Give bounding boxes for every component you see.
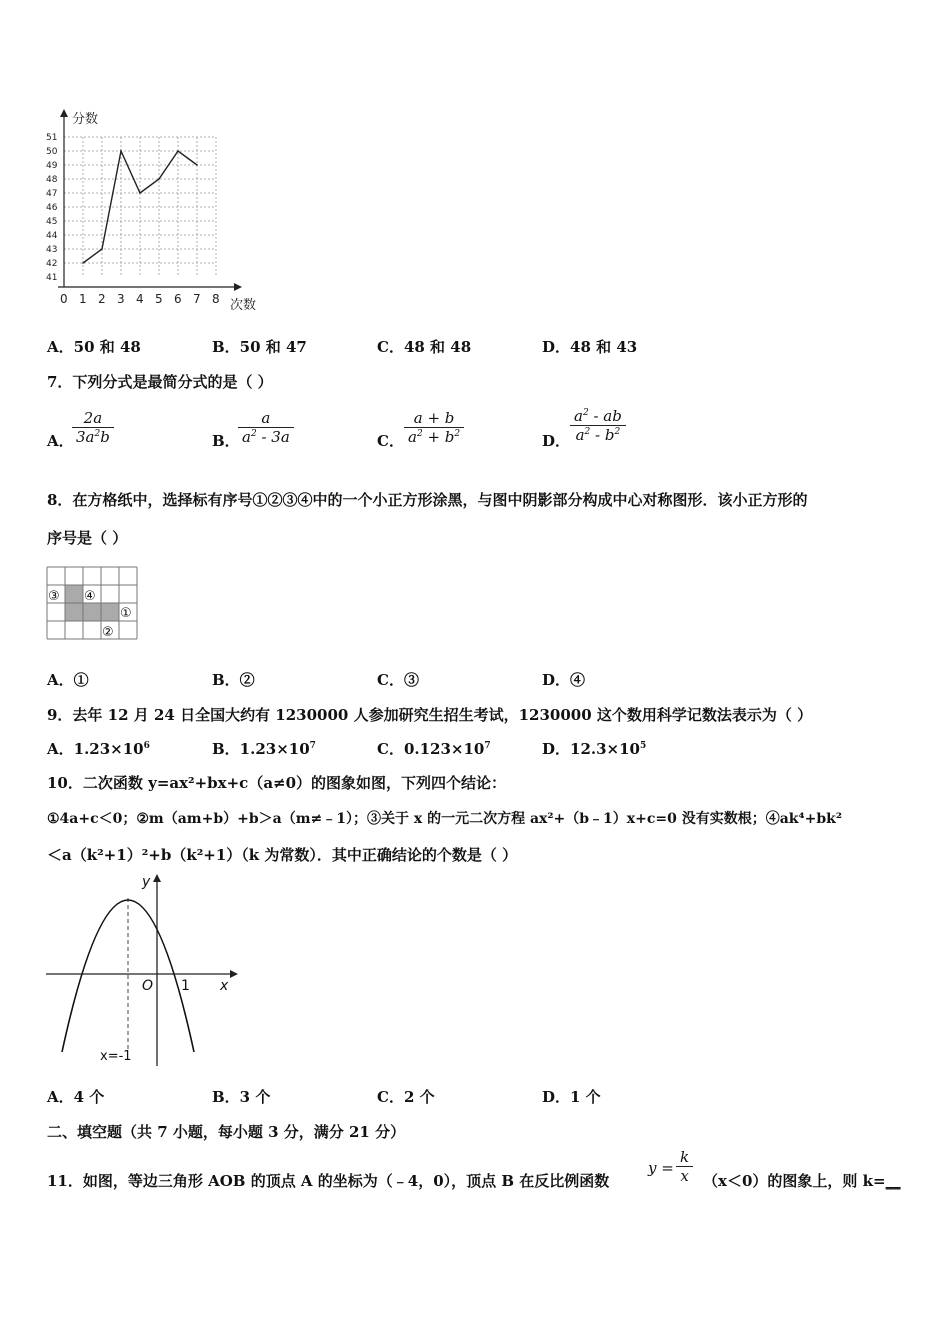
q7-fraction-a: $\frac{2a}{3a^2b}$ [72,409,114,446]
x-axis-arrow [230,970,238,978]
y-axis-arrow [60,109,68,117]
y-axis-label: 分数 [72,112,99,127]
q9-stem: 9．去年 12 月 24 日全国大约有 1230000 人参加研究生招生考试，1230000 这个数用科学记数法表示为（ ） [47,706,813,724]
q10-option-c[interactable]: C．2 个 [377,1088,435,1106]
q8-option-c[interactable]: C．③ [377,671,419,689]
answer-blank[interactable]: __ [885,1172,901,1190]
q7-fraction-b: $\frac{a}{a^2 - 3a}$ [238,409,294,446]
q7-fraction-c: $\frac{a + b}{a^2 + b^2}$ [404,409,464,446]
y-tick-label: 42 [46,259,58,269]
q10-option-b[interactable]: B．3 个 [212,1088,271,1106]
shaded-cell [65,603,83,621]
q10-stem: 10．二次函数 y=ax²+bx+c（a≠0）的图象如图，下列四个结论： [47,774,507,792]
chart-grid [64,137,216,277]
y-axis-arrow [153,874,161,882]
section-2-heading: 二、填空题（共 7 小题，每小题 3 分，满分 21 分） [47,1123,406,1141]
q10-conclusions-line2: ＜a（k²+1）²+b（k²+1）（k 为常数）．其中正确结论的个数是（ ） [47,846,518,864]
q11-stem-pre: 11．如图，等边三角形 AOB 的顶点 A 的坐标为（﹣4，0），顶点 B 在反比例函数 [47,1172,610,1190]
q8-option-b[interactable]: B．② [212,671,255,689]
shaded-cell [83,603,101,621]
y-tick-label: 41 [46,273,58,283]
q8-stem-line1: 8．在方格纸中，选择标有序号①②③④中的一个小正方形涂黑，与图中阴影部分构成中心对称图形．该小正方形的 [47,491,808,509]
q7-label-c[interactable]: C． [377,432,404,450]
y-tick-label: 50 [46,147,58,157]
q9-option-d[interactable]: D．$12.3\times 10^5$ [542,740,647,758]
q10-option-a[interactable]: A．4 个 [47,1088,105,1106]
y-tick-label: 44 [46,231,58,241]
x-tick-label: 8 [212,292,220,306]
y-tick-label: 51 [46,133,58,143]
x-axis-label: 次数 [230,298,257,313]
x-tick-label: 3 [117,292,125,306]
x-tick-label: 1 [79,292,87,306]
q6-option-a[interactable]: A．50 和 48 [47,338,141,356]
x-tick-label: 7 [193,292,201,306]
parabola-graph [42,870,242,1070]
q8-option-a[interactable]: A．① [47,671,89,689]
y-tick-label: 48 [46,175,58,185]
q8-grid-figure [44,565,139,645]
mark-2: ② [102,625,114,640]
mark-3: ③ [48,589,60,604]
mark-4: ④ [84,589,96,604]
chart-ticks [46,133,220,306]
q6-option-d[interactable]: D．48 和 43 [542,338,638,356]
y-tick-label: 43 [46,245,58,255]
origin-label: O [142,978,154,994]
q7-stem: 7．下列分式是最简分式的是（ ） [47,373,273,391]
x-tick-label: 0 [60,292,68,306]
x-tick-label: 2 [98,292,106,306]
y-tick-label: 47 [46,189,58,199]
x-tick-label: 6 [174,292,182,306]
q9-option-a[interactable]: A．$1.23\times 10^6$ [47,740,150,758]
x-tick-label: 4 [136,292,144,306]
q6-option-c[interactable]: C．48 和 48 [377,338,472,356]
x-tick-label: 5 [155,292,163,306]
q7-label-b[interactable]: B． [212,432,240,450]
q10-option-d[interactable]: D．1 个 [542,1088,601,1106]
y-tick-label: 46 [46,203,58,213]
score-line-chart [40,105,275,320]
q8-stem-line2: 序号是（ ） [47,529,128,547]
q10-conclusions-line1: ①4a+c＜0；②m（am+b）+b＞a（m≠﹣1）；③关于 x 的一元二次方程 ax²+（b﹣1）x+c=0 没有实数根；④ak⁴+bk² [47,811,842,827]
q7-label-d[interactable]: D． [542,432,571,450]
q9-option-c[interactable]: C．$0.123\times 10^7$ [377,740,491,758]
x-axis-label: x [220,978,229,994]
q9-option-b[interactable]: B．$1.23\times 10^7$ [212,740,316,758]
q8-option-d[interactable]: D．④ [542,671,586,689]
q6-option-b[interactable]: B．50 和 47 [212,338,307,356]
y-axis-label: y [142,874,151,890]
q11-stem-post: （x＜0）的图象上，则 k=__ [703,1172,901,1190]
q7-fraction-d: $\frac{a^2 - ab}{a^2 - b^2}$ [570,407,626,444]
x-axis-arrow [234,283,242,291]
y-tick-label: 45 [46,217,58,227]
x-one-label: 1 [181,978,190,994]
shaded-cell [101,603,119,621]
symmetry-label: x=-1 [100,1049,132,1064]
mark-1: ① [120,606,132,621]
chart-axes [58,109,242,291]
shaded-cell [65,585,83,603]
q7-label-a[interactable]: A． [47,432,74,450]
y-tick-label: 49 [46,161,58,171]
